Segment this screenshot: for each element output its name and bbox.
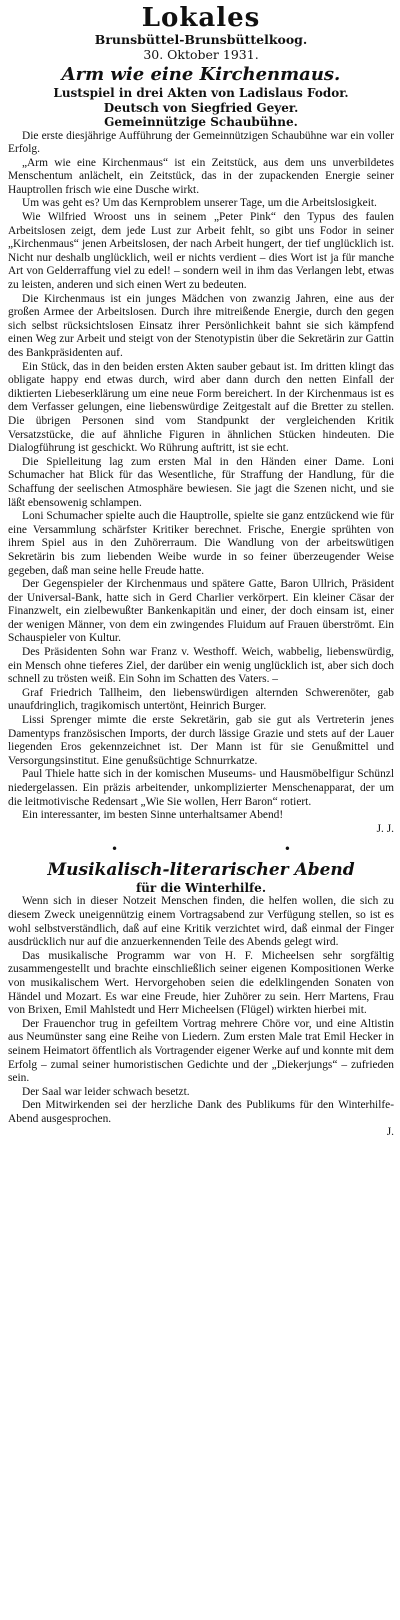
article1-paragraph: Graf Friedrich Tallheim, den liebenswürdigen alternden Schwerenöter, gab unaufdringlich, tragikomisch untertönt, Heinrich Burger.	[8, 686, 394, 713]
article1-paragraph: Ein Stück, das in den beiden ersten Akten sauber gebaut ist. Im dritten klingt das obligate happy end etwas durch, wird aber dann durch den netten Einfall der diktierten Liebeserklärung um eine neue Form bereichert. In der Kirchenmaus ist es dem Verfasser gelungen, eine liebenswürdige Zeitgestalt auf die Bretter zu stellen. Die übrigen Personen sind vom Standpunkt der vergleichenden Kritik Versatzstücke, die auf ähnliche Figuren in ähnlichen Stücken hindeuten. Die Dialogführung ist geschickt. Wo Rührung auftritt, ist sie echt.	[8, 360, 394, 455]
article1-paragraph: Lissi Sprenger mimte die erste Sekretärin, gab sie gut als Vertreterin jenes Damentyps französischen Imports, der durch lässige Grazie und stets auf der Lauer liegenden Eros gekennzeichnet ist. Der Mann ist für sie Genußmittel und Versorgungsinstitut. Eine genußsüchtige Schnurrkatze.	[8, 714, 394, 767]
article1-paragraph: Der Gegenspieler der Kirchenmaus und spätere Gatte, Baron Ullrich, Präsident der Universal-Bank, hatte sich in Gerd Charlier verkörpert. Ein kleiner Cäsar der Finanzwelt, ein zielbewußter Bankenkapitän und einer, der doch einsam ist, einer der wenigen Männer, von dem ein zwingendes Fluidum auf Frauen überströmt. Ein Schauspieler von Kultur.	[8, 578, 394, 645]
article1-paragraph: Wie Wilfried Wroost uns in seinem „Peter Pink“ den Typus des faulen Arbeitslosen zeigt, dem jede Lust zur Arbeit fehlt, so gibt uns Fodor in seiner „Kirchenmaus“ jenen Arbeitslosen, der nach Arbeit hungert, der tief unglücklich ist. Nicht nur deshalb unglücklich, weil er nichts verdient – dies Wort ist ja für manche Art von Gelderraffung viel zu edel! – sondern weil in ihm das Verlangen lebt, etwas zu leisten, anderen und sich einen Wert zu bedeuten.	[8, 211, 394, 292]
article1-paragraph: Ein interessanter, im besten Sinne unterhaltsamer Abend!	[22, 809, 284, 822]
article1-paragraph: Um was geht es? Um das Kernproblem unserer Tage, um die Arbeitslosigkeit.	[22, 197, 377, 210]
dateline-place: Brunsbüttel-Brunsbüttelkoog.	[94, 32, 308, 47]
article2-paragraph: Den Mitwirkenden sei der herzliche Dank des Publikums für den Winterhilfe-Abend ausgesprochen.	[8, 1099, 394, 1125]
article-separator	[111, 842, 291, 856]
article1-subtitle-3: Gemeinnützige Schaubühne.	[104, 115, 298, 129]
article1-paragraph: Loni Schumacher spielte auch die Hauptrolle, spielte sie ganz entzückend wie für eine Versammlung schärfster Kritiker berechnet. Frische, Energie sprühten von ihrem Spiel aus in den Zuhörerraum. Die Wandlung von der arbeitswütigen Sekretärin bis zum liebenden Weibe wurde in so feiner überzeugender Weise gegeben, daß man seine helle Freude hatte.	[8, 510, 394, 577]
article2-subtitle: für die Winterhilfe.	[135, 881, 266, 896]
article1-paragraph: Paul Thiele hatte sich in der komischen Museums- und Hausmöbelfigur Schünzl niedergelassen. Ein präzis arbeitender, unkomplizierter Menschenapparat, der um die leitmotivische Redensart „Wie Sie wollen, Herr Baron“ rotiert.	[8, 768, 394, 808]
article2-paragraph: Der Frauenchor trug in gefeiltem Vortrag mehrere Chöre vor, und eine Altistin aus Neumünster sang eine Reihe von Liedern. Zum ersten Male trat Emil Hecker in seinem Heimatort öffentlich als Vortragender eigener Werke auf und konnte mit dem Erfolg – zumal seiner humoristischen Gedichte und der „Diekerjungs“ – zufrieden sein.	[8, 1017, 394, 1085]
article1-signature: J. J.	[376, 822, 394, 835]
article1-paragraph: Des Präsidenten Sohn war Franz v. Westhoff. Weich, wabbelig, liebenswürdig, ein Mensch ohne tieferes Ziel, der darüber ein wenig unglücklich ist, aber sich doch schnell zu trösten weiß. Ein Sohn im Schatten des Vaters. –	[8, 646, 394, 686]
article2-signature: J.	[386, 1126, 394, 1139]
article2-paragraph: Wenn sich in dieser Notzeit Menschen finden, die helfen wollen, die sich zu diesem Zweck uneigennützig einem Vortragsabend zur Verfügung stellen, so ist es wohl selbstverständlich, daß auf eine Kritik verzichtet wird, daß einmal der Finger ausdrücklich nur auf die anzuerkennenden Teile des Abends gelegt wird.	[8, 895, 394, 949]
section-title: Lokales	[141, 3, 261, 33]
article1-paragraph: Die erste diesjährige Aufführung der Gemeinnützigen Schaubühne war ein voller Erfolg.	[8, 129, 394, 156]
dateline-date: 30. Oktober 1931.	[143, 47, 259, 62]
article1-subtitle-2: Deutsch von Siegfried Geyer.	[103, 100, 299, 115]
article1-subtitle-1: Lustspiel in drei Akten von Ladislaus Fodor.	[53, 86, 349, 100]
article2-paragraph: Das musikalische Programm war von H. F. Micheelsen sehr sorgfältig zusammengestellt und brachte einschließlich seiner eigenen Kompositionen Werke von musikalischem Wert. Hervorgehoben seien die edelklingenden Sonaten von Händel und Mozart. Es war eine Freude, hier Zuhörer zu sein. Herr Martens, Frau von Brixen, Emil Mahlstedt und Herr Micheelsen (Flügel) wirkten hierbei mit.	[8, 949, 394, 1017]
article1-headline: Arm wie eine Kirchenmaus.	[61, 64, 341, 85]
separator-dot-left: •	[111, 842, 119, 857]
separator-dot-right: •	[283, 842, 291, 857]
article1-paragraph: Die Spielleitung lag zum ersten Mal in den Händen einer Dame. Loni Schumacher hat Blick für das Wesentliche, für Straffung der Handlung, für die Schaffung der seelischen Atmosphäre bewiesen. Sie jagt die Szenen nicht, und sie läßt ebensowenig schlampen.	[8, 455, 394, 509]
article2-body	[8, 895, 394, 1126]
article1-paragraph: Die Kirchenmaus ist ein junges Mädchen von zwanzig Jahren, eine aus der großen Armee der Arbeitslosen. Durch ihre mitreißende Energie, durch den gegen sich selbst rücksichtslosen Einsatz ihrer Persönlichkeit bahnt sie sich kämpfend einen Weg zur Arbeit und steigt von der Stenotypistin über die Sekretärin zur Gattin des Bankpräsidenten auf.	[8, 292, 394, 359]
article1-paragraph: „Arm wie eine Kirchenmaus“ ist ein Zeitstück, aus dem uns unverbildetes Menschentum anlächelt, ein Zeitstück, das in der zupackenden Energie seiner Hauptrollen frisch wie eine Dusche wirkt.	[8, 156, 394, 196]
article1-body	[8, 130, 394, 823]
article2-headline: Musikalisch-literarischer Abend	[47, 860, 355, 881]
article2-paragraph: Der Saal war leider schwach besetzt.	[22, 1085, 190, 1098]
